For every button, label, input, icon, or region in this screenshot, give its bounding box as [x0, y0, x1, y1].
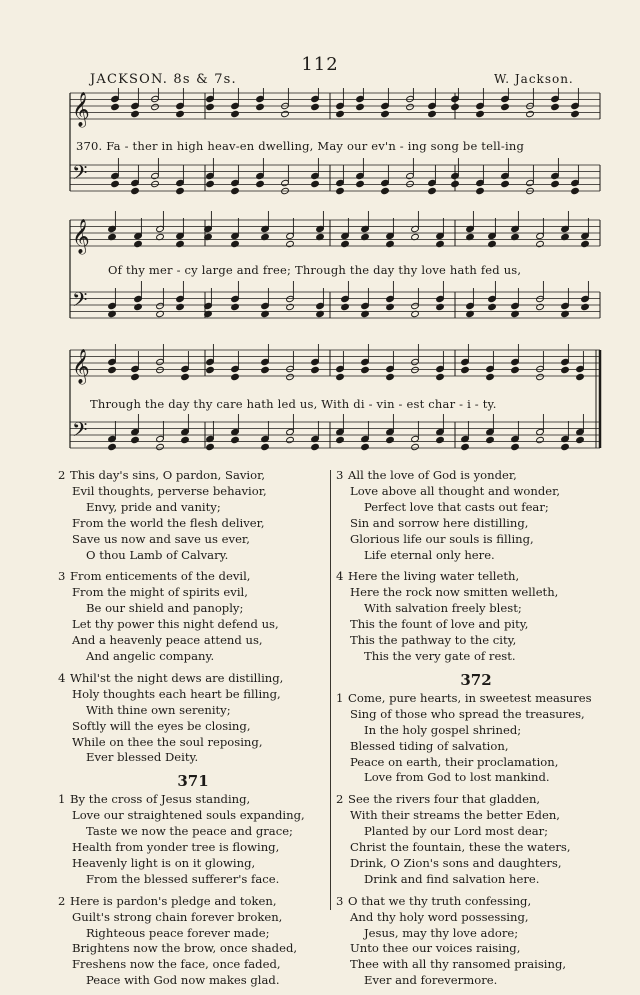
verse-line — [336, 691, 616, 707]
verse-number: 3 — [336, 468, 344, 482]
verse-line — [58, 532, 328, 548]
note-head — [486, 373, 495, 380]
note-head — [536, 436, 545, 443]
note-head — [261, 443, 270, 450]
verse-line — [58, 569, 328, 585]
note-head — [176, 110, 185, 117]
hymn-370-verses — [58, 468, 328, 766]
verse-line — [58, 548, 328, 564]
note-head — [536, 240, 545, 247]
note-head — [561, 443, 570, 450]
verse-text: Peace with God now makes glad. — [86, 973, 280, 988]
treble-clef-icon: 𝄞 — [72, 349, 90, 384]
verse-line — [336, 649, 616, 665]
verse-line — [336, 707, 616, 723]
note-head — [231, 110, 240, 117]
verse-text: Unto thee our voices raising, — [350, 941, 521, 956]
verse-text: With salvation freely blest; — [364, 601, 522, 616]
verse-line — [58, 516, 328, 532]
verse-line — [58, 468, 328, 484]
note-head — [176, 187, 185, 194]
note-head — [231, 187, 240, 194]
note-head — [311, 103, 320, 110]
note-head — [476, 110, 485, 117]
verse-line — [58, 601, 328, 617]
verse — [336, 468, 616, 563]
verse-line — [336, 910, 616, 926]
note-head — [361, 366, 370, 373]
note-head — [356, 180, 365, 187]
verse-text: Thee with all thy ransomed praising, — [350, 957, 567, 972]
note-head — [461, 443, 470, 450]
verse-text: Be our shield and panoply; — [86, 601, 244, 616]
verse-line — [336, 824, 616, 840]
verse-line — [58, 872, 328, 888]
note-head — [181, 373, 190, 380]
verse-line — [336, 569, 616, 585]
note-head — [336, 373, 345, 380]
verse-text: Peace on earth, their proclamation, — [350, 754, 559, 769]
note-head — [151, 180, 160, 187]
verse-line — [58, 808, 328, 824]
verse-line — [336, 585, 616, 601]
verse-text: With their streams the better Eden, — [350, 808, 560, 823]
verse-text: Heavenly light is on it glowing, — [72, 855, 256, 870]
verse-text: Here the rock now smitten welleth, — [350, 585, 559, 600]
note-head — [181, 436, 190, 443]
note-head — [411, 366, 420, 373]
verse-line — [336, 468, 616, 484]
verse-text: Love our straightened souls expanding, — [72, 808, 305, 823]
note-head — [386, 240, 395, 247]
note-head — [411, 443, 420, 450]
verse-text: Brightens now the brow, once shaded, — [72, 941, 298, 956]
bass-clef-icon: 𝄢 — [72, 418, 88, 446]
note-head — [488, 240, 497, 247]
verse-number: 1 — [58, 792, 66, 807]
verse-text: Come, pure hearts, in sweetest measures — [348, 690, 592, 705]
note-head — [108, 443, 117, 450]
note-head — [231, 436, 240, 443]
verse-text: Sin and sorrow here distilling, — [350, 515, 529, 530]
verse-line — [58, 500, 328, 516]
verse-line — [336, 872, 616, 888]
hymn-number-370: 370. — [76, 139, 103, 153]
verse — [336, 569, 616, 664]
verse-text: Righteous peace forever made; — [86, 925, 270, 940]
verse-line — [336, 894, 616, 910]
right-column — [336, 468, 616, 995]
verse-text: Here the living water telleth, — [348, 569, 520, 584]
verse — [58, 894, 328, 989]
verse-line — [336, 601, 616, 617]
verse-text: O that we thy truth confessing, — [348, 893, 532, 908]
hymn-number-371: 371 — [177, 772, 209, 791]
note-head — [341, 240, 350, 247]
verse-text: Evil thoughts, perverse behavior, — [72, 483, 267, 498]
verse-text: Here is pardon's pledge and token, — [70, 893, 277, 908]
note-head — [406, 180, 415, 187]
note-head — [501, 180, 510, 187]
verse-line — [58, 910, 328, 926]
note-head — [206, 366, 215, 373]
verse-line — [336, 500, 616, 516]
bass-clef-icon: 𝄢 — [72, 288, 88, 316]
hymn-372-verses — [336, 691, 616, 989]
note-head — [536, 373, 545, 380]
verse-text: This day's sins, O pardon, Savior, — [70, 468, 266, 482]
note-head — [131, 187, 140, 194]
note-head — [156, 366, 165, 373]
note-head — [156, 443, 165, 450]
note-head — [261, 366, 270, 373]
verse — [58, 569, 328, 664]
verse-line — [58, 792, 328, 808]
verse-text: This the fount of love and pity, — [350, 617, 529, 632]
verse-line — [58, 703, 328, 719]
verse-text: Blessed tiding of salvation, — [350, 738, 509, 753]
verse-line — [336, 792, 616, 808]
verse-line — [336, 856, 616, 872]
verse-text: Planted by our Lord most dear; — [364, 824, 549, 839]
note-head — [386, 303, 395, 310]
note-head — [311, 180, 320, 187]
note-head — [428, 110, 437, 117]
note-head — [511, 366, 520, 373]
verse-text: And a heavenly peace attend us, — [72, 633, 263, 648]
verse-text: Whil'st the night dews are distilling, — [70, 670, 284, 685]
verse-line — [336, 755, 616, 771]
verse-text: Guilt's strong chain forever broken, — [72, 909, 283, 924]
note-head — [336, 187, 345, 194]
note-head — [576, 373, 585, 380]
verse-line — [336, 633, 616, 649]
music-lyric-line-3: Through the day thy care hath led us, With di - vin - est char - i - ty. — [90, 397, 497, 411]
verse-number: 4 — [336, 569, 344, 584]
note-head — [386, 373, 395, 380]
verse-number: 2 — [58, 468, 66, 482]
verse-text: Christ the fountain, these the waters, — [350, 840, 571, 855]
verse-number: 3 — [336, 893, 344, 908]
note-head — [206, 443, 215, 450]
composer: W. Jackson. — [494, 72, 574, 86]
lyric-text-1: Fa - ther in high heav-en dwelling, May our ev'n - ing song be tell-ing — [106, 139, 525, 153]
verse-text: And angelic company. — [86, 648, 215, 663]
note-head — [428, 187, 437, 194]
note-head — [176, 303, 185, 310]
verse-text: Save us now and save us ever, — [72, 531, 250, 546]
verse-text: Ever blessed Deity. — [86, 750, 199, 765]
note-head — [488, 303, 497, 310]
verse-text: Perfect love that casts out fear; — [364, 499, 549, 514]
verse-line — [58, 856, 328, 872]
note-head — [108, 366, 117, 373]
note-head — [581, 240, 590, 247]
note-head — [501, 103, 510, 110]
treble-clef-icon: 𝄞 — [72, 219, 90, 254]
verse — [336, 691, 616, 786]
verse-line — [336, 957, 616, 973]
verse-line — [336, 739, 616, 755]
verse-text: Holy thoughts each heart be filling, — [72, 686, 281, 701]
note-head — [486, 436, 495, 443]
verse-number: 1 — [336, 690, 344, 705]
verse-line — [336, 516, 616, 532]
verse-line — [336, 548, 616, 564]
note-head — [256, 180, 265, 187]
verse-line — [58, 973, 328, 989]
verse-text: Jesus, may thy love adore; — [364, 925, 519, 940]
note-head — [206, 180, 215, 187]
verse — [58, 468, 328, 563]
note-head — [381, 110, 390, 117]
verse — [336, 894, 616, 989]
note-head — [131, 436, 140, 443]
left-column — [58, 468, 328, 995]
note-head — [561, 366, 570, 373]
note-head — [436, 240, 445, 247]
verse-text: Softly will the eyes be closing, — [72, 718, 251, 733]
verse-text: This the very gate of rest. — [364, 648, 516, 663]
verse-line — [58, 750, 328, 766]
verse-text: Drink, O Zion's sons and daughters, — [350, 855, 562, 870]
verse-text: Freshens now the face, once faded, — [72, 957, 281, 972]
verse-line — [58, 585, 328, 601]
music-lyric-line-2: Of thy mer - cy large and free; Through the day thy love hath fed us, — [108, 263, 522, 277]
note-head — [436, 303, 445, 310]
note-head — [336, 110, 345, 117]
verse-line — [58, 633, 328, 649]
verse-number: 2 — [336, 792, 344, 807]
verse-text: From the blessed sufferer's face. — [86, 871, 280, 886]
verse-line — [58, 957, 328, 973]
verse-line — [58, 941, 328, 957]
verse-text: Sing of those who spread the treasures, — [350, 706, 585, 721]
hymn-370-verses-continued — [336, 468, 616, 665]
note-head — [111, 103, 120, 110]
note-head — [511, 443, 520, 450]
verse — [336, 792, 616, 887]
note-head — [134, 240, 143, 247]
note-head — [551, 180, 560, 187]
verse-line — [336, 723, 616, 739]
note-head — [286, 373, 295, 380]
verse-line — [58, 824, 328, 840]
verse-line — [336, 532, 616, 548]
verse-text: From the might of spirits evil, — [72, 585, 248, 600]
verse-line — [336, 941, 616, 957]
note-head — [571, 187, 580, 194]
tune-name: JACKSON. 8s & 7s. — [90, 72, 237, 87]
note-head — [551, 103, 560, 110]
verse-line — [336, 840, 616, 856]
verse-text: Let thy power this night defend us, — [72, 617, 279, 632]
verse-line — [58, 671, 328, 687]
music-lyric-line-1 — [76, 139, 524, 153]
note-head — [111, 180, 120, 187]
verse — [58, 671, 328, 766]
verse-line — [58, 484, 328, 500]
verse-text: See the rivers four that gladden, — [348, 792, 541, 807]
verse-line — [58, 719, 328, 735]
note-head — [151, 103, 160, 110]
note-head — [576, 436, 585, 443]
note-head — [381, 187, 390, 194]
note-head — [131, 110, 140, 117]
verse-text: O thou Lamb of Calvary. — [86, 547, 229, 562]
note-head — [311, 443, 320, 450]
verse-line — [58, 735, 328, 751]
verse-text: From the world the flesh deliver, — [72, 515, 265, 530]
verse-line — [336, 484, 616, 500]
note-head — [134, 303, 143, 310]
verse-text: While on thee the soul reposing, — [72, 734, 263, 749]
verse-line — [58, 894, 328, 910]
verse-text: All the love of God is yonder, — [348, 468, 517, 482]
column-divider — [330, 470, 331, 910]
note-head — [281, 110, 290, 117]
note-head — [436, 373, 445, 380]
verse-text: Health from yonder tree is flowing, — [72, 840, 280, 855]
note-head — [526, 110, 535, 117]
verse-line — [336, 926, 616, 942]
note-head — [286, 436, 295, 443]
verse-text: With thine own serenity; — [86, 702, 231, 717]
treble-clef-icon: 𝄞 — [72, 92, 90, 127]
verse-text: Life eternal only here. — [364, 547, 495, 562]
hymn-371-verses — [58, 792, 328, 989]
note-head — [131, 373, 140, 380]
verse-line — [336, 808, 616, 824]
note-head — [286, 303, 295, 310]
verse-line — [336, 770, 616, 786]
note-head — [356, 103, 365, 110]
note-head — [406, 103, 415, 110]
note-head — [286, 240, 295, 247]
note-head — [256, 103, 265, 110]
note-head — [231, 240, 240, 247]
verse-text: Ever and forevermore. — [364, 973, 498, 988]
bass-clef-icon: 𝄢 — [72, 161, 88, 189]
verse-line — [336, 617, 616, 633]
verse-line — [336, 973, 616, 989]
note-head — [386, 436, 395, 443]
verse-line — [58, 617, 328, 633]
verse-text: Drink and find salvation here. — [364, 871, 540, 886]
note-head — [536, 303, 545, 310]
note-head — [476, 187, 485, 194]
verse-text: Taste we now the peace and grace; — [86, 824, 293, 839]
verse-text: Envy, pride and vanity; — [86, 499, 221, 514]
note-head — [361, 443, 370, 450]
verse-text: From enticements of the devil, — [70, 569, 251, 584]
verse-line — [58, 840, 328, 856]
verse-line — [58, 649, 328, 665]
note-head — [336, 436, 345, 443]
note-head — [461, 366, 470, 373]
verse-text: And thy holy word possessing, — [350, 909, 529, 924]
verse-text: By the cross of Jesus standing, — [70, 792, 251, 807]
hymn-number-372: 372 — [460, 670, 492, 689]
verse-text: Love from God to lost mankind. — [364, 770, 550, 785]
verse-number: 2 — [58, 893, 66, 908]
verse-number: 3 — [58, 569, 66, 584]
note-head — [176, 240, 185, 247]
note-head — [341, 303, 350, 310]
note-head — [206, 103, 215, 110]
verse-text: Love above all thought and wonder, — [350, 483, 561, 498]
note-head — [571, 110, 580, 117]
verse — [58, 792, 328, 887]
note-head — [311, 366, 320, 373]
verse-line — [58, 926, 328, 942]
verse-text: This the pathway to the city, — [350, 633, 517, 648]
verse-text: Glorious life our souls is filling, — [350, 531, 534, 546]
note-head — [231, 303, 240, 310]
verse-text: In the holy gospel shrined; — [364, 722, 522, 737]
note-head — [436, 436, 445, 443]
page-number: 112 — [301, 54, 339, 75]
note-head — [581, 303, 590, 310]
verse-line — [58, 687, 328, 703]
note-head — [231, 373, 240, 380]
verse-number: 4 — [58, 670, 66, 685]
